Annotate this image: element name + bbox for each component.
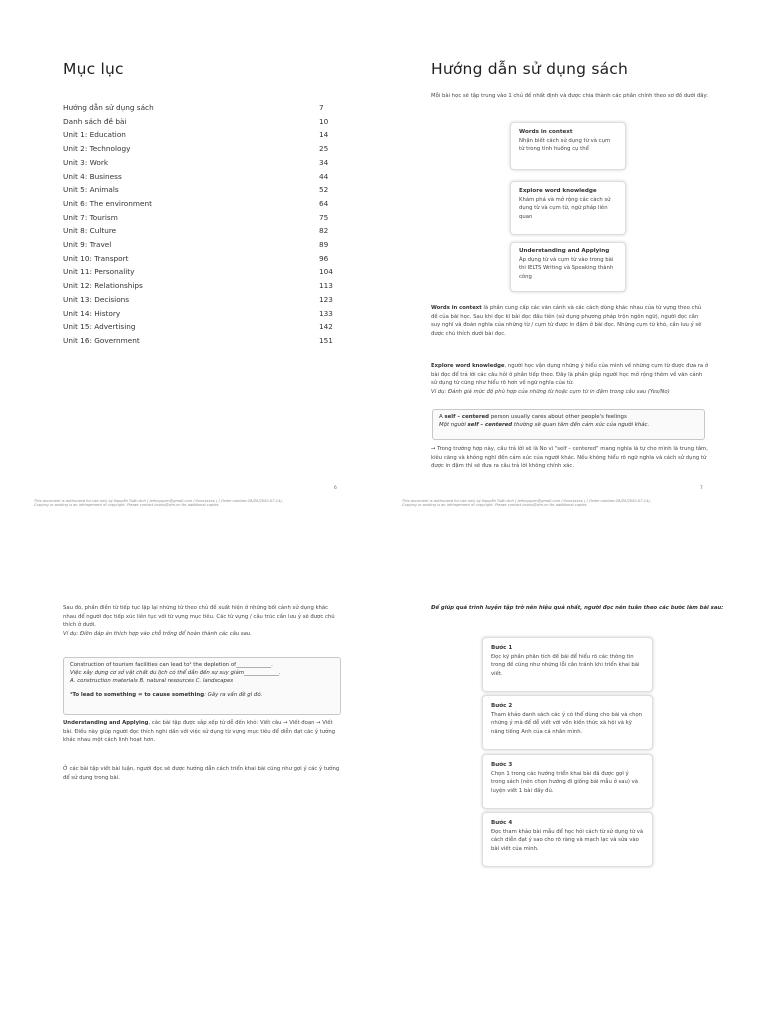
footer-line: This document is authorized for use only by Nguyễn Tuấn Anh ( anhnguyen@gmail.com / 0xxxxxxxx ) ( Order number:26/ZS/2020-07-14). <box>402 499 651 503</box>
toc-entry-label: Unit 7: Tourism <box>63 212 118 222</box>
toc-entry-label: Unit 2: Technology <box>63 144 131 154</box>
footer-line: Copying or posting is an infringement of copyright. Please contact books@zim.vn for additional copies. <box>34 503 220 508</box>
step-heading: Bước 1 <box>491 645 513 651</box>
box-text: Áp dụng từ và cụm từ vào trong bài thi IELTS Writing và Speaking thành công <box>519 257 614 280</box>
toc-entry-page: 52 <box>319 185 329 195</box>
example-sentence: Construction of tourism facilities can lead to¹ the depletion of_____________. <box>70 662 273 668</box>
toc-entry[interactable] <box>63 334 333 348</box>
paragraph-fill-in <box>63 604 341 638</box>
toc-entry[interactable] <box>63 265 333 279</box>
page-title: Hướng dẫn sử dụng sách <box>431 60 629 78</box>
toc-entry[interactable] <box>63 211 333 225</box>
toc-entry[interactable] <box>63 293 333 307</box>
toc-entry[interactable] <box>63 224 333 238</box>
toc-entry-label: Unit 14: History <box>63 308 121 318</box>
page-number: 6 <box>334 486 337 491</box>
toc-entry-page: 89 <box>319 240 329 250</box>
step-text: Đọc kỹ phần phân tích đề bài để hiểu rõ các thông tin trong đề cũng như những lỗi cần tránh khi triển khai bài viết. <box>491 654 640 677</box>
toc-entry[interactable] <box>63 279 333 293</box>
step-heading: Bước 3 <box>491 762 513 768</box>
copyright-footer <box>34 499 374 508</box>
step-heading: Bước 4 <box>491 820 513 826</box>
toc-entry-page: 142 <box>319 322 333 332</box>
diagram-box-explore-word-knowledge <box>510 181 626 235</box>
step-box-4 <box>482 812 653 867</box>
toc-entry[interactable] <box>63 101 333 115</box>
paragraph-essay: Ở các bài tập viết bài luận, người đọc sẽ được hướng dẫn cách triển khai bài cũng như gợi ý các ý tưởng để sử dụng trong bài. <box>63 766 340 781</box>
term-bold: Words in context <box>431 305 482 311</box>
toc-entry-page: 82 <box>319 226 329 236</box>
box-heading: Understanding and Applying <box>519 248 610 254</box>
page-practice-steps <box>384 512 768 1024</box>
toc-entry-label: Unit 10: Transport <box>63 253 129 263</box>
toc-entry-label: Unit 16: Government <box>63 335 140 345</box>
paragraph-explanation: → Trong trường hợp này, câu trả lời sẽ là No vì "self – centered" mang nghĩa là tự cho mình là trung tâm, kiêu căng và không nghĩ đến cảm xúc của người khác. Nếu không hiểu rõ ngữ nghĩa và cách sử dụng từ được in đậm thì sẽ đưa ra câu trả lời không chính xác. <box>431 446 708 470</box>
paragraph-text: , các bài tập được sắp xếp từ dễ đến khó: Viết câu → Viết đoạn → Viết bài. Điều này giúp người đọc thích nghi dần với việc sử dụng từ vựng mục tiêu để diễn đạt các ý tưởng khác nhau một cách linh hoạt hơn. <box>63 720 336 744</box>
page-title: Mục lục <box>63 60 124 78</box>
toc-entry-page: 64 <box>319 198 329 208</box>
toc-entry-page: 113 <box>319 281 333 291</box>
toc-entry[interactable] <box>63 307 333 321</box>
toc-entry-page: 44 <box>319 171 329 181</box>
steps-intro: Để giúp quá trình luyện tập trở nên hiệu quả nhất, người đọc nên tuân theo các bước làm bài sau: <box>431 605 724 611</box>
paragraph-explore-word-knowledge <box>431 362 709 396</box>
toc-list <box>63 101 333 348</box>
toc-entry-page: 123 <box>319 294 333 304</box>
example-instruction: Ví dụ: Đánh giá mức độ phù hợp của những từ hoặc cụm từ in đậm trong câu sau (Yes/No) <box>431 388 670 395</box>
example-instruction: Ví dụ: Điền đáp án thích hợp vào chỗ trống để hoàn thành các câu sau. <box>63 630 252 637</box>
box-text: Khám phá và mở rộng các cách sử dụng từ và cụm từ, ngữ pháp liên quan <box>519 197 611 220</box>
toc-entry-label: Unit 1: Education <box>63 130 126 140</box>
toc-entry[interactable] <box>63 142 333 156</box>
example-translation: Việc xây dựng cơ sở vật chất du lịch có thể dẫn đến sự suy giảm_____________. <box>70 670 281 676</box>
toc-entry-label: Unit 8: Culture <box>63 226 117 236</box>
example-options: A. construction materials B. natural resources C. landscapes <box>70 678 234 684</box>
toc-entry-page: 96 <box>319 253 329 263</box>
toc-entry-label: Unit 9: Travel <box>63 240 112 250</box>
step-box-1 <box>482 637 653 692</box>
toc-entry-page: 104 <box>319 267 333 277</box>
diagram-box-words-in-context <box>510 122 626 170</box>
toc-entry-label: Unit 6: The environment <box>63 198 152 208</box>
term-bold: Understanding and Applying <box>63 720 149 726</box>
page-how-to-use <box>384 0 768 512</box>
step-box-2 <box>482 695 653 750</box>
page-table-of-contents <box>0 0 384 512</box>
step-text: Tham khảo danh sách các ý có thể dùng cho bài và chọn những ý mà để dễ viết với vốn kiến thức xã hội và kỹ năng tiếng Anh của cá nhân mình. <box>491 712 643 735</box>
toc-entry[interactable] <box>63 197 333 211</box>
example-vietnamese: Một người self – centered thường sẽ quan tâm đến cảm xúc của người khác. <box>439 422 650 428</box>
box-heading: Explore word knowledge <box>519 188 597 194</box>
diagram-box-understanding-applying <box>510 242 626 292</box>
example-box <box>63 657 341 715</box>
box-text: Nhận biết cách sử dụng từ và cụm từ trong tình huống cụ thể <box>519 138 611 153</box>
term-bold: Explore word knowledge <box>431 363 505 369</box>
example-footnote: ¹To lead to something = to cause something: Gây ra vấn đề gì đó. <box>70 692 263 698</box>
footer-line: This document is authorized for use only by Nguyễn Tuấn Anh ( anhnguyen@gmail.com / 0xxxxxxxx ) ( Order number:26/ZS/2020-07-14). <box>34 499 283 503</box>
toc-entry-label: Unit 13: Decisions <box>63 294 130 304</box>
example-english: A self – centered person usually cares about other people's feelings <box>439 414 627 420</box>
example-box <box>432 409 705 440</box>
paragraph-understanding-applying <box>63 719 341 745</box>
toc-entry[interactable] <box>63 115 333 129</box>
toc-entry-page: 14 <box>319 130 329 140</box>
toc-entry[interactable] <box>63 183 333 197</box>
toc-entry-label: Unit 3: Work <box>63 157 109 167</box>
step-box-3 <box>482 754 653 809</box>
toc-entry-label: Danh sách đề bài <box>63 116 127 126</box>
toc-entry-page: 34 <box>319 157 329 167</box>
step-text: Đọc tham khảo bài mẫu để học hỏi cách từ sử dụng từ và cách diễn đạt ý sao cho rõ ràng và mạch lạc và sửa vào bài viết của mình. <box>491 829 644 852</box>
toc-entry-page: 133 <box>319 308 333 318</box>
paragraph-text: , người học vận dụng những ý hiểu của mình về những cụm từ được đưa ra ở bài đọc để trả lời các câu hỏi ở phần tiếp theo. Đây là phần giúp người học mở rộng thêm về văn cảnh sử dụng từ cũng như hiểu rõ hơn về ngữ nghĩa của từ. <box>431 363 709 387</box>
toc-entry-label: Unit 5: Animals <box>63 185 119 195</box>
toc-entry[interactable] <box>63 128 333 142</box>
toc-entry-page: 10 <box>319 116 329 126</box>
toc-entry-label: Hướng dẫn sử dụng sách <box>63 103 154 112</box>
toc-entry-page: 151 <box>319 335 333 345</box>
toc-entry[interactable] <box>63 170 333 184</box>
copyright-footer <box>402 499 757 508</box>
page-number: 7 <box>700 486 703 491</box>
box-heading: Words in context <box>519 129 573 135</box>
step-heading: Bước 2 <box>491 703 513 709</box>
page-guide-continued <box>0 512 384 1024</box>
toc-entry[interactable] <box>63 252 333 266</box>
toc-entry-page: 75 <box>319 212 329 222</box>
toc-entry-label: Unit 4: Business <box>63 171 122 181</box>
toc-entry[interactable] <box>63 156 333 170</box>
paragraph-words-in-context <box>431 304 709 338</box>
toc-entry-label: Unit 12: Relationships <box>63 281 143 291</box>
toc-entry-label: Unit 15: Advertising <box>63 322 136 332</box>
paragraph-text: Sau đó, phần điền từ tiếp tục lặp lại những từ theo chủ đề xuất hiện ở những bối cảnh sử dụng khác nhau để người đọc tiếp xúc liên tục với từ vựng mục tiêu. Các từ vựng / câu trúc cần lưu ý sẽ được chú thích ở dưới. <box>63 605 335 629</box>
toc-entry-page: 25 <box>319 144 329 154</box>
toc-entry[interactable] <box>63 320 333 334</box>
toc-entry-page: 7 <box>319 103 324 112</box>
toc-entry[interactable] <box>63 238 333 252</box>
intro-paragraph: Mỗi bài học sẽ tập trung vào 1 chủ đề nhất định và được chia thành các phần chính theo sơ đồ dưới đây: <box>431 93 709 99</box>
paragraph-text: là phần cung cấp các văn cảnh và các cách dùng khác nhau của từ vựng theo chủ đề của bài học. Sau khi đọc kĩ bài đọc đầu tiên (sử dụng phương pháp trộn ngôn ngữ), người đọc cần suy nghĩ và đoán nghĩa của những từ / cụm từ được in đậm ở bài đọc. Những cụm từ khó, cần lưu ý sẽ được chú thích dưới bài đọc. <box>431 305 702 337</box>
toc-entry-label: Unit 11: Personality <box>63 267 135 277</box>
footer-line: Copying or posting is an infringement of copyright. Please contact books@zim.vn for additional copies. <box>402 503 588 508</box>
step-text: Chọn 1 trong các hướng triển khai bài đã được gợi ý trong sách (nên chọn hướng đi giống bài mẫu ở sau) và luyện viết 1 bài đầy đủ. <box>491 771 638 794</box>
